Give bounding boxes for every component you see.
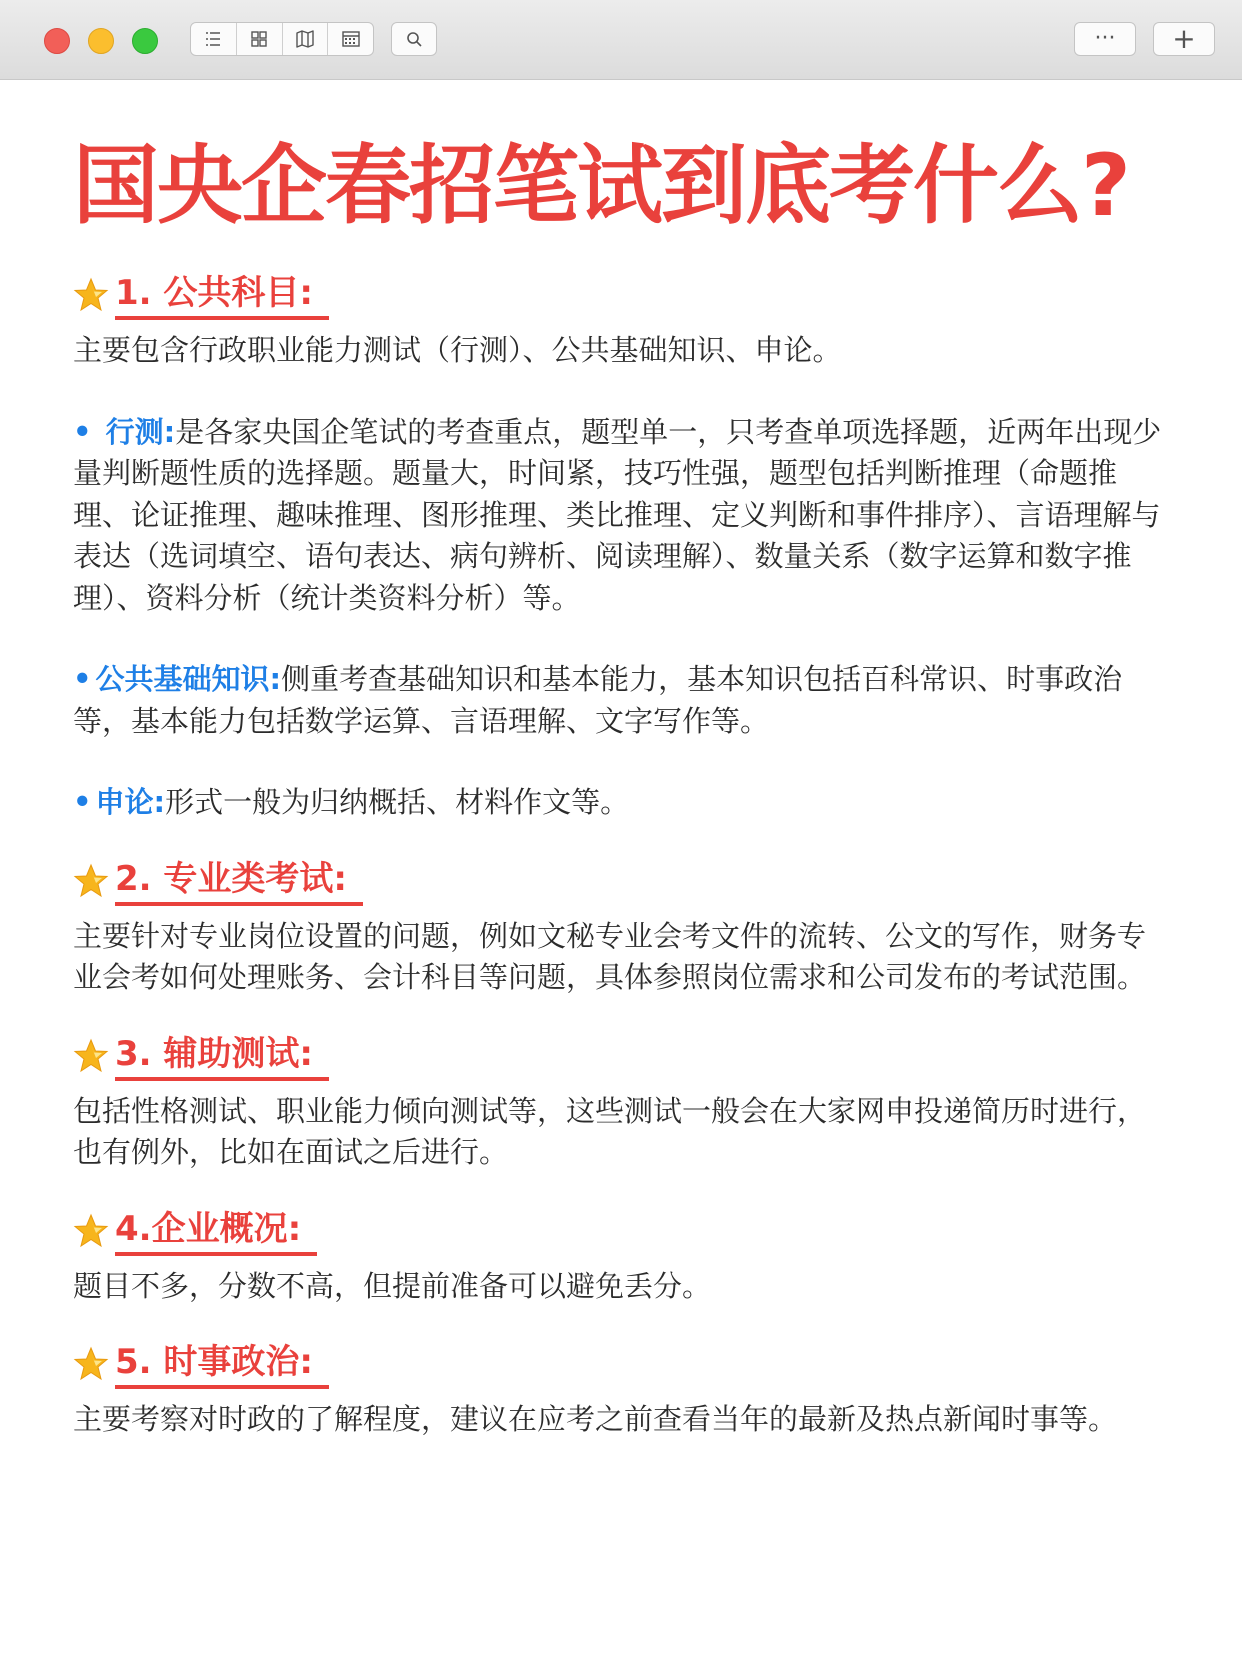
section-professional-exam (73, 856, 1173, 999)
section-heading-text: 1. 公共科目: (115, 270, 329, 320)
document-title: 国央企春招笔试到底考什么? (73, 136, 1129, 236)
section-company-overview (73, 1206, 1173, 1308)
section-heading-text: 5. 时事政治: (115, 1339, 329, 1389)
calendar-view-icon (340, 28, 362, 50)
grid-view-button[interactable] (237, 23, 283, 55)
list-view-icon (202, 28, 224, 50)
section-intro: 题目不多，分数不高，但提前准备可以避免丢分。 (73, 1268, 712, 1303)
section-heading (73, 270, 1173, 320)
list-view-button[interactable] (191, 23, 237, 55)
add-button[interactable] (1153, 22, 1215, 56)
section-heading-text: 2. 专业类考试: (115, 856, 363, 906)
section-heading (73, 1206, 1173, 1256)
bullet-item-shenlun (73, 782, 1173, 824)
document-body (73, 120, 1173, 1441)
section-heading (73, 856, 1173, 906)
bullet-label: 行测: (105, 414, 176, 449)
bullet-text: 形式一般为归纳概括、材料作文等。 (165, 785, 630, 819)
section-heading (73, 1031, 1173, 1081)
calendar-view-button[interactable] (328, 23, 373, 55)
more-icon: ··· (1094, 26, 1116, 51)
bullet-dot: • (73, 662, 92, 696)
section-current-affairs (73, 1339, 1173, 1441)
section-intro: 主要考察对时政的了解程度，建议在应考之前查看当年的最新及热点新闻时事等。 (73, 1402, 1118, 1436)
minimize-window-button[interactable] (88, 28, 114, 54)
add-icon: + (1172, 22, 1196, 55)
section-intro: 主要针对专业岗位设置的问题，例如文秘专业会考文件的流转、公文的写作，财务专业会考如何处理账务、会计科目等问题，具体参照岗位需求和公司发布的考试范围。 (73, 918, 1147, 994)
view-switcher (190, 22, 374, 56)
star-icon (73, 1038, 109, 1074)
star-icon (73, 863, 109, 899)
bullet-text: 是各家央国企笔试的考查重点，题型单一，只考查单项选择题，近两年出现少量判断题性质的选择题。题量大，时间紧，技巧性强，题型包括判断推理（命题推理、论证推理、趣味推理、图形推理、类比推理、定义判断和事件排序）、言语理解与表达（选词填空、语句表达、病句辨析、阅读理解）、数量关系（数字运算和数字推理）、资料分析（统计类资料分析）等。 (73, 414, 1162, 615)
star-icon (73, 277, 109, 313)
section-auxiliary-test (73, 1031, 1173, 1174)
search-icon (403, 28, 425, 50)
close-window-button[interactable] (44, 28, 70, 54)
more-button[interactable] (1074, 22, 1136, 56)
grid-view-icon (248, 28, 270, 50)
window-toolbar (0, 0, 1242, 80)
section-intro: 包括性格测试、职业能力倾向测试等，这些测试一般会在大家网申投递简历时进行，也有例外，比如在面试之后进行。 (73, 1093, 1147, 1169)
bullet-dot: • (73, 785, 92, 819)
section-heading-text: 3. 辅助测试: (115, 1031, 329, 1081)
bullet-text: 侧重考查基础知识和基本能力，基本知识包括百科常识、时事政治等，基本能力包括数学运算、言语理解、文字写作等。 (73, 662, 1123, 738)
section-heading (73, 1339, 1173, 1389)
bullet-dot: • (73, 414, 92, 449)
bullet-item-xingce (73, 412, 1173, 620)
bullet-label: 申论: (95, 785, 166, 819)
star-icon (73, 1213, 109, 1249)
bullet-item-public-knowledge (73, 659, 1173, 742)
section-intro: 主要包含行政职业能力测试（行测）、公共基础知识、申论。 (73, 333, 842, 367)
star-icon (73, 1346, 109, 1382)
map-view-icon (294, 28, 316, 50)
maximize-window-button[interactable] (132, 28, 158, 54)
search-button[interactable] (391, 22, 437, 56)
section-heading-text: 4.企业概况: (115, 1206, 317, 1256)
map-view-button[interactable] (283, 23, 329, 55)
bullet-label: 公共基础知识: (95, 662, 282, 696)
section-public-subjects (73, 270, 1173, 824)
